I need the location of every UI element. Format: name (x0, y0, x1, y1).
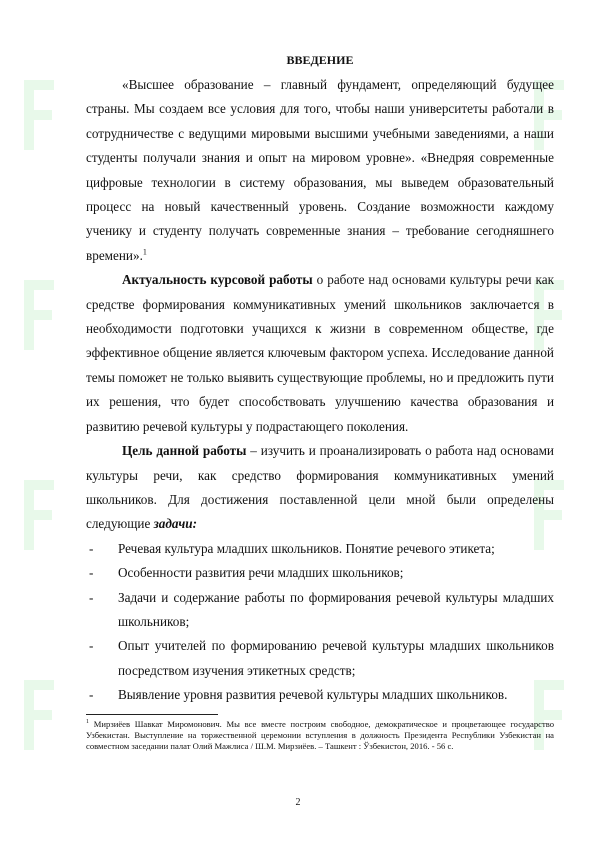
tasks-label: задачи: (153, 516, 197, 532)
list-item (86, 537, 554, 561)
task-text: Особенности развития речи младших школьников; (118, 565, 404, 581)
relevance-paragraph (86, 268, 554, 439)
goal-label: Цель данной работы (122, 443, 247, 459)
intro-paragraph (86, 73, 554, 268)
list-item (86, 683, 554, 707)
footnote-divider (86, 714, 218, 715)
footnote (86, 719, 554, 752)
goal-paragraph (86, 439, 554, 537)
bullet-dash: - (89, 638, 94, 654)
relevance-label: Актуальность курсовой работы (122, 272, 313, 288)
task-text: Задачи и содержание работы по формирования речевой культуры младших школьников; (118, 589, 554, 629)
intro-footnote-ref: 1 (142, 247, 147, 257)
relevance-text: о работе над основами культуры речи как средстве формирования коммуникативных умений школьников заключается в необходимости подготовки учащихся к жизни в современном обществе, где эффективное общение является ключевым фактором успеха. Исследование данной темы поможет не только выявить существующие проблемы, но и предложить пути их решения, что будет способствовать улучшению качества образования и развитию речевой культуры у подрастающего поколения. (86, 272, 554, 434)
goal-text: – изучить и проанализировать о работа над основами культуры речи, как средство формирования коммуникативных умений школьников. Для достижения поставленной цели мной были определены следующие (86, 443, 554, 532)
bullet-dash: - (89, 540, 94, 556)
bullet-dash: - (89, 565, 94, 581)
bullet-dash: - (89, 589, 94, 605)
document-page (86, 53, 554, 833)
list-item (86, 634, 554, 683)
task-text: Выявление уровня развития речевой культуры младших школьников. (118, 687, 508, 703)
tasks-list (86, 537, 554, 708)
footnote-ref: 1 (86, 718, 89, 725)
list-item (86, 586, 554, 635)
bullet-dash: - (89, 687, 94, 703)
page-number: 2 (295, 797, 301, 808)
page-title: ВВЕДЕНИЕ (286, 53, 354, 67)
list-item (86, 561, 554, 585)
task-text: Речевая культура младших школьников. Понятие речевого этикета; (118, 540, 495, 556)
footnote-text: Мирзиёев Шавкат Миромонович. Мы все вместе построим свободное, демократическое и процветающее государство Узбекистан. Выступление на торжественной церемонии вступления в должность Президента Республики Узбекистан на совместном заседании палат Олий Мажлиса / Ш.М. Мирзиёев. – Ташкент : Ўзбекистон, 2016. - 56 с. (86, 718, 554, 751)
task-text: Опыт учителей по формированию речевой культуры младших школьников посредством изучения этикетных средств; (118, 638, 554, 678)
intro-quote: «Высшее образование – главный фундамент, определяющий будущее страны. Мы создаем все условия для того, чтобы наши университеты работали в сотрудничестве с ведущими мировыми высшими учебными заведениями, а наши студенты получали знания и опыт на мировом уровне». «Внедряя современные цифровые технологии в систему образования, мы выведем образовательный процесс на новый качественный уровень. Создание возможности каждому ученику и студенту получать современные знания – требование сегодняшнего времени». (86, 77, 554, 263)
